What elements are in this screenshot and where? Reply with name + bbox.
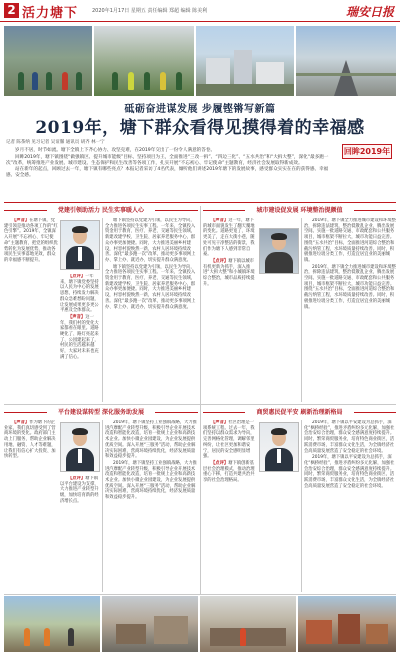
- paper-logo: 瑞安日报: [345, 5, 394, 19]
- section-2-header: 城市建设促发展 环境整治提颜值: [203, 206, 396, 215]
- section-1-qa: 【声音】在塘下镇，党建引领是推动各项工作的“红色引擎”。2019年，全镇深入开展“不忘初心、牢记使命”主题教育，把党的组织优势转化为发展优势，推动各项民生实事落地见效，群众的幸福感不断提升。: [4, 218, 58, 263]
- section-2-body: 2019年，塘下镇全力推进城市建设和环境整治，拆除违法建筑，整治低散乱企业，腾出发展空间。实施一批道路交通、市政配套和公共服务项目，城市框架不断拉大，城市功能日益完善。围绕“五水共治”目标，全面推进河道综合整治和截污纳管工程，水环境质量持续改善。同时，积极推进垃圾分类工作，打造宜居宜业的美丽城镇。 2019年，塘下镇全力推进城市建设和环境整治，拆除违法建筑，整治低散乱企业，腾出发展空间。实施一批道路交通、市政配套和公共服务项目，城市框架不断拉大，城市功能日益完善。围绕“五水共治”目标，全面推进河道综合整治和截污纳管工程，水环境质量持续改善。同时，积极推进垃圾分类工作，打造宜居宜业的美丽城镇。: [304, 218, 396, 310]
- portrait-interviewee-1: [60, 220, 100, 270]
- masthead: [0, 0, 400, 22]
- section-3-qa: 【声音】作为塘下的企业家，我们真切感受到了营商环境的变化。政府部门主动上门服务，帮助企业解决用地、融资、人才等难题，让我们有信心扩大投资、加快转型。: [4, 420, 56, 460]
- review-2019-badge: 回眸2019年: [342, 144, 392, 159]
- photo-group-meeting: [94, 26, 194, 96]
- headline-kicker: 砥砺奋进谋发展 步履铿锵写新篇: [124, 104, 276, 115]
- section-4-header: 商贸惠民促平安 刷新治理新格局: [203, 408, 396, 417]
- section-1-body: 塘下镇坚持以党建为引领，以民生为导向，全力推进各项民生实事工程。一年来，全镇投入资金用于教育、医疗、养老、交通等民生领域，新建改建学校、卫生院、居家养老服务中心，群众办事更加便捷。同时，大力推进美丽乡村建设，村容村貌焕然一新，农村人居环境持续改善。深化“最多跑一次”改革，推动更多事项网上办、掌上办、就近办，切实提升群众满意度。 塘下镇坚持以党建为引领，以民生为导向，全力推进各项民生实事工程。一年来，全镇投入资金用于教育、医疗、养老、交通等民生领域，新建改建学校、卫生院、居家养老服务中心，群众办事更加便捷。同时，大力推进美丽乡村建设，村容村貌焕然一新，农村人居环境持续改善。深化“最多跑一次”改革，推动更多事项网上办、掌上办、就近办，切实提升群众满意度。: [105, 218, 196, 310]
- section-2-qa: 【声音】这一年，塘下的城市面貌发生了翻天覆地的变化。道路更宽了、环境更美了，走在大街小巷，随处可见干净整洁的街景，我们作为塘下人感到非常自豪。 【点评】塘下镇以城市有机更新为抓手，深入推进“大拆大整”和小城镇环境综合整治，城市品质持续提升。: [203, 218, 255, 287]
- photo-road: [296, 26, 396, 96]
- dateline: 2020年1月17日 星期五 责任编辑 郑超 编辑 陈美利: [92, 8, 208, 14]
- section-1-header: 党建引领助活力 民生实事暖人心: [4, 206, 198, 215]
- photo-workers: [4, 596, 100, 652]
- intro-paragraph: 岁月不居，时节如流。塘下全镇上下齐心协力、攻坚克难，在2019年交出了一份令人满意的答卷。: [15, 148, 216, 153]
- section-1-qa-2: 【点评】一年来，塘下镇党委坚持以人民为中心的发展思想，持续发力解决群众急难愁盼问题，让发展成果更多更公平惠及全体群众。 【声音】这一年，我们村的变化大家都看在眼里。道路硬化了、路灯亮起来了、公园建起来了，村民的生活越来越好，大家对未来也充满了信心。: [60, 274, 99, 360]
- bylines: 记者 陈茶纳 见习记者 吴谊馨 通讯员 胡齐 林一宁: [6, 140, 105, 145]
- intro-paragraphs: [6, 148, 336, 180]
- portrait-interviewee-2: [259, 228, 299, 274]
- section-3-qa-2: 【点评】塘下镇以平台建设为支撑，大力推进产业转型升级，加快培育新的经济增长点。: [60, 476, 99, 504]
- headline-title: 2019年，塘下群众看得见摸得着的幸福感: [35, 118, 365, 138]
- intro-paragraph: 回眸2019年，塘下镇围绕“做强镇区、提升城市能级”目标，坚持项目为王，全面推进“三改一拆”、“四边三化”、“五水共治”和“大拆大整”，深化“最多跑一次”改革，统筹推进产业发展、城市建设、生态保护和民生改善等各项工作，扎实开展“不忘初心、牢记使命”主题教育，经济社会发展取得新成效。: [6, 154, 329, 166]
- photo-street-market: [298, 596, 396, 652]
- section-name: 活力塘下: [22, 6, 79, 21]
- section-4-qa: 【声音】社区治理是一项系统工程。过去一年，我们坚持以群众需求为导向，完善网格化管理，调解邻里纠纷，让社区更加和谐安宁，居民的安全感明显增强。 【点评】塘下镇创新基层社会治理模式，推动治理重心下移，打造共建共治共享的社会治理格局。: [203, 420, 255, 484]
- section-4-body: 2019年，塘下镇以平安建设为总抓手，深化“枫桥经验”，推进矛盾纠纷多元化解，加强社会治安综合治理，群众安全感满意度持续提升。同时，繁荣商贸服务业，培育特色商业街区，活跃消费市场，丰富群众文化生活，为全镇经济社会高质量发展营造了安全稳定的社会环境。 2019年，塘下镇以平安建设为总抓手，深化“枫桥经验”，推进矛盾纠纷多元化解，加强社会治安综合治理，群众安全感满意度持续提升。同时，繁荣商贸服务业，培育特色商业街区，活跃消费市场，丰富群众文化生活，为全镇经济社会高质量发展营造了安全稳定的社会环境。: [304, 420, 395, 489]
- portrait-interviewee-3: [60, 422, 100, 472]
- photo-volunteers: [4, 26, 92, 96]
- photo-demolition: [200, 596, 296, 652]
- page-number: 2: [4, 3, 19, 18]
- section-3-body: 2019年，塘下镇坚持工业强镇战略，大力推进汽摩配产业转型升级，积极引导企业开展技术改造和智能化改造，培育一批规上企业和高新技术企业。加快小微企业园建设，为企业发展提供优质空间。深入开展“三服务”活动，帮助企业解决实际困难，营商环境持续优化，经济发展质量和效益稳步提升。 2019年，塘下镇坚持工业强镇战略，大力推进汽摩配产业转型升级，积极引导企业开展技术改造和智能化改造，培育一批规上企业和高新技术企业。加快小微企业园建设，为企业发展提供优质空间。深入开展“三服务”活动，帮助企业解决实际困难，营商环境持续优化，经济发展质量和效益稳步提升。: [105, 420, 197, 501]
- intro-paragraph: 站在新年的起点，回顾过去一年，塘下镇有哪些亮点？本报记者采访了4名代表，倾听他们讲述2019年塘下的发展故事，感受群众实实在在的获得感、幸福感、安全感。: [6, 167, 329, 178]
- section-3-header: 平台建设谋转型 深化服务助发展: [4, 408, 198, 417]
- photo-construction: [102, 596, 198, 652]
- photo-town-aerial: [196, 26, 294, 96]
- portrait-interviewee-4: [259, 422, 299, 472]
